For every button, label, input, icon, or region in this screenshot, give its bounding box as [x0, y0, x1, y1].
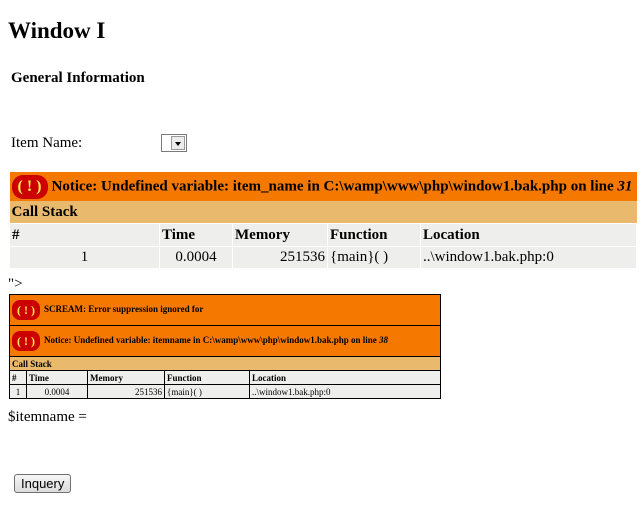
- notice-message: ( ! ) Notice: Undefined variable: itemname in C:\wamp\www\php\window1.bak.php on line 38: [10, 326, 441, 357]
- item-name-select[interactable]: [161, 134, 187, 152]
- cell-memory: 251536: [233, 247, 328, 269]
- cell-number: 1: [10, 247, 160, 269]
- cell-memory: 251536: [88, 385, 165, 399]
- stray-output-text: ">: [8, 276, 23, 292]
- table-row: [10, 247, 637, 269]
- cell-function: {main}( ): [328, 247, 421, 269]
- cell-location: ..\window1.bak.php:0: [250, 385, 441, 399]
- col-header-location: Location: [421, 224, 637, 247]
- exclamation-icon: ( ! ): [12, 300, 40, 320]
- col-header-location: Location: [250, 371, 441, 385]
- cell-time: 0.0004: [27, 385, 88, 399]
- col-header-memory: Memory: [233, 224, 328, 247]
- cell-number: 1: [10, 385, 27, 399]
- item-name-label: Item Name:: [11, 135, 83, 151]
- col-header-number: #: [10, 371, 27, 385]
- section-heading: General Information: [11, 70, 145, 86]
- xdebug-notice-table-2: [9, 294, 441, 399]
- scream-message: ( ! ) SCREAM: Error suppression ignored for: [10, 295, 441, 326]
- col-header-memory: Memory: [88, 371, 165, 385]
- call-stack-heading: Call Stack: [10, 201, 637, 224]
- col-header-number: #: [10, 224, 160, 247]
- exclamation-icon: ( ! ): [12, 175, 48, 199]
- col-header-function: Function: [328, 224, 421, 247]
- page-title: Window I: [8, 18, 106, 43]
- cell-function: {main}( ): [165, 385, 250, 399]
- table-row: [10, 385, 441, 399]
- col-header-time: Time: [27, 371, 88, 385]
- exclamation-icon: ( ! ): [12, 331, 40, 351]
- call-stack-heading: Call Stack: [10, 357, 441, 371]
- stray-output-text: $itemname =: [8, 409, 87, 425]
- notice-message: ( ! ) Notice: Undefined variable: item_name in C:\wamp\www\php\window1.bak.php on line 31: [10, 172, 637, 201]
- notice-line-number: 31: [617, 177, 633, 194]
- notice-line-number: 38: [379, 335, 389, 346]
- cell-location: ..\window1.bak.php:0: [421, 247, 637, 269]
- col-header-function: Function: [165, 371, 250, 385]
- col-header-time: Time: [160, 224, 233, 247]
- xdebug-notice-table-1: [9, 172, 637, 269]
- chevron-down-icon[interactable]: [171, 136, 185, 150]
- cell-time: 0.0004: [160, 247, 233, 269]
- inquery-button[interactable]: Inquery: [14, 474, 71, 493]
